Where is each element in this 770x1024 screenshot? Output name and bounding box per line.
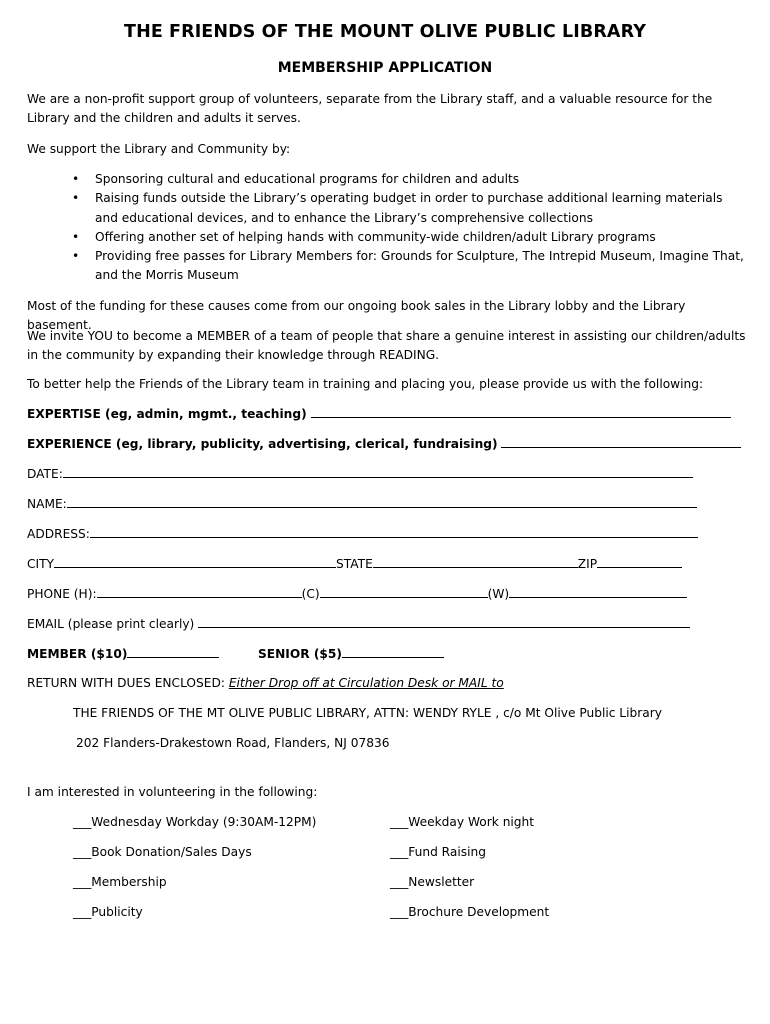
member-row xyxy=(27,646,219,661)
phone-home-field[interactable] xyxy=(97,586,302,598)
invite-paragraph: We invite YOU to become a MEMBER of a team of people that share a genuine interest in assisting our children/adults in the community by expanding their knowledge through READING. xyxy=(27,329,746,362)
volunteer-option-newsletter[interactable]: ___Newsletter xyxy=(390,875,475,889)
volunteer-option-fund-raising[interactable]: ___Fund Raising xyxy=(390,845,486,859)
state-field[interactable] xyxy=(373,556,578,568)
name-label: NAME: xyxy=(27,497,67,511)
member-field[interactable] xyxy=(127,646,219,658)
volunteer-option-membership[interactable]: ___Membership xyxy=(73,875,167,889)
volunteer-heading: I am interested in volunteering in the following: xyxy=(27,785,318,799)
return-row xyxy=(27,676,504,690)
funding-paragraph: Most of the funding for these causes come from our ongoing book sales in the Library lobby and the Library basement. xyxy=(27,299,686,332)
email-field[interactable] xyxy=(198,616,690,628)
senior-row xyxy=(258,646,444,661)
phone-work-label: (W) xyxy=(487,587,510,601)
expertise-row xyxy=(27,406,731,421)
senior-field[interactable] xyxy=(342,646,444,658)
experience-row xyxy=(27,436,741,451)
phone-cell-label: (C) xyxy=(301,587,320,601)
list-item: • Sponsoring cultural and educational programs for children and adults xyxy=(27,170,747,189)
phone-work-field[interactable] xyxy=(509,586,687,598)
page-title: THE FRIENDS OF THE MOUNT OLIVE PUBLIC LIBRARY xyxy=(124,22,646,42)
support-list xyxy=(27,170,747,286)
list-item: • Offering another set of helping hands with community-wide children/adult Library programs xyxy=(27,228,747,247)
senior-label: SENIOR ($5) xyxy=(258,647,342,661)
volunteer-option-book-donation[interactable]: ___Book Donation/Sales Days xyxy=(73,845,252,859)
experience-label: EXPERIENCE (eg, library, publicity, advertising, clerical, fundraising) xyxy=(27,437,498,451)
support-lead: We support the Library and Community by: xyxy=(27,142,291,156)
bullet-icon: • xyxy=(72,249,80,264)
about-paragraph: We are a non-profit support group of volunteers, separate from the Library staff, and a valuable resource for the Library and the children and adults it serves. xyxy=(27,92,713,125)
date-field[interactable] xyxy=(63,466,693,478)
member-label: MEMBER ($10) xyxy=(27,647,128,661)
date-label: DATE: xyxy=(27,467,63,481)
return-instruction: Either Drop off at Circulation Desk or MAIL to xyxy=(228,676,504,690)
date-row xyxy=(27,466,693,481)
email-row xyxy=(27,616,690,631)
list-item: • Providing free passes for Library Members for: Grounds for Sculpture, The Intrepid Museum, Imagine That, and the Morris Museum xyxy=(72,249,744,283)
help-paragraph: To better help the Friends of the Library team in training and placing you, please provide us with the following: xyxy=(27,377,704,391)
name-row xyxy=(27,496,697,511)
volunteer-option-wednesday-workday[interactable]: ___Wednesday Workday (9:30AM-12PM) xyxy=(73,815,317,829)
phone-home-label: PHONE (H): xyxy=(27,587,97,601)
address-row xyxy=(27,526,698,541)
phone-cell-field[interactable] xyxy=(320,586,488,598)
name-field[interactable] xyxy=(67,496,697,508)
volunteer-option-brochure-development[interactable]: ___Brochure Development xyxy=(390,905,550,919)
mail-address-line-2: 202 Flanders-Drakestown Road, Flanders, NJ 07836 xyxy=(76,736,390,750)
address-label: ADDRESS: xyxy=(27,527,90,541)
city-state-zip-row xyxy=(27,556,682,571)
experience-field[interactable] xyxy=(501,436,741,448)
page-subtitle: MEMBERSHIP APPLICATION xyxy=(277,60,493,76)
phone-row xyxy=(27,586,687,601)
expertise-field[interactable] xyxy=(311,406,731,418)
zip-label: ZIP xyxy=(577,557,598,571)
bullet-icon: • xyxy=(72,191,80,206)
expertise-label: EXPERTISE (eg, admin, mgmt., teaching) xyxy=(27,407,307,421)
city-field[interactable] xyxy=(54,556,336,568)
bullet-icon: • xyxy=(72,172,80,186)
list-item: • Raising funds outside the Library’s operating budget in order to purchase additional learning materials and educational devices, and to enhance the Library’s comprehensive collections xyxy=(72,191,723,225)
bullet-icon: • xyxy=(72,229,80,244)
zip-field[interactable] xyxy=(597,556,682,568)
mail-address-line-1: THE FRIENDS OF THE MT OLIVE PUBLIC LIBRARY, ATTN: WENDY RYLE , c/o Mt Olive Public Library xyxy=(73,706,662,720)
address-field[interactable] xyxy=(90,526,698,538)
email-label: EMAIL (please print clearly) xyxy=(27,617,195,631)
volunteer-option-publicity[interactable]: ___Publicity xyxy=(73,905,143,919)
state-label: STATE xyxy=(336,557,373,571)
volunteer-option-weekday-work-night[interactable]: ___Weekday Work night xyxy=(390,815,535,829)
city-label: CITY xyxy=(27,557,54,571)
return-label: RETURN WITH DUES ENCLOSED: xyxy=(27,676,225,690)
